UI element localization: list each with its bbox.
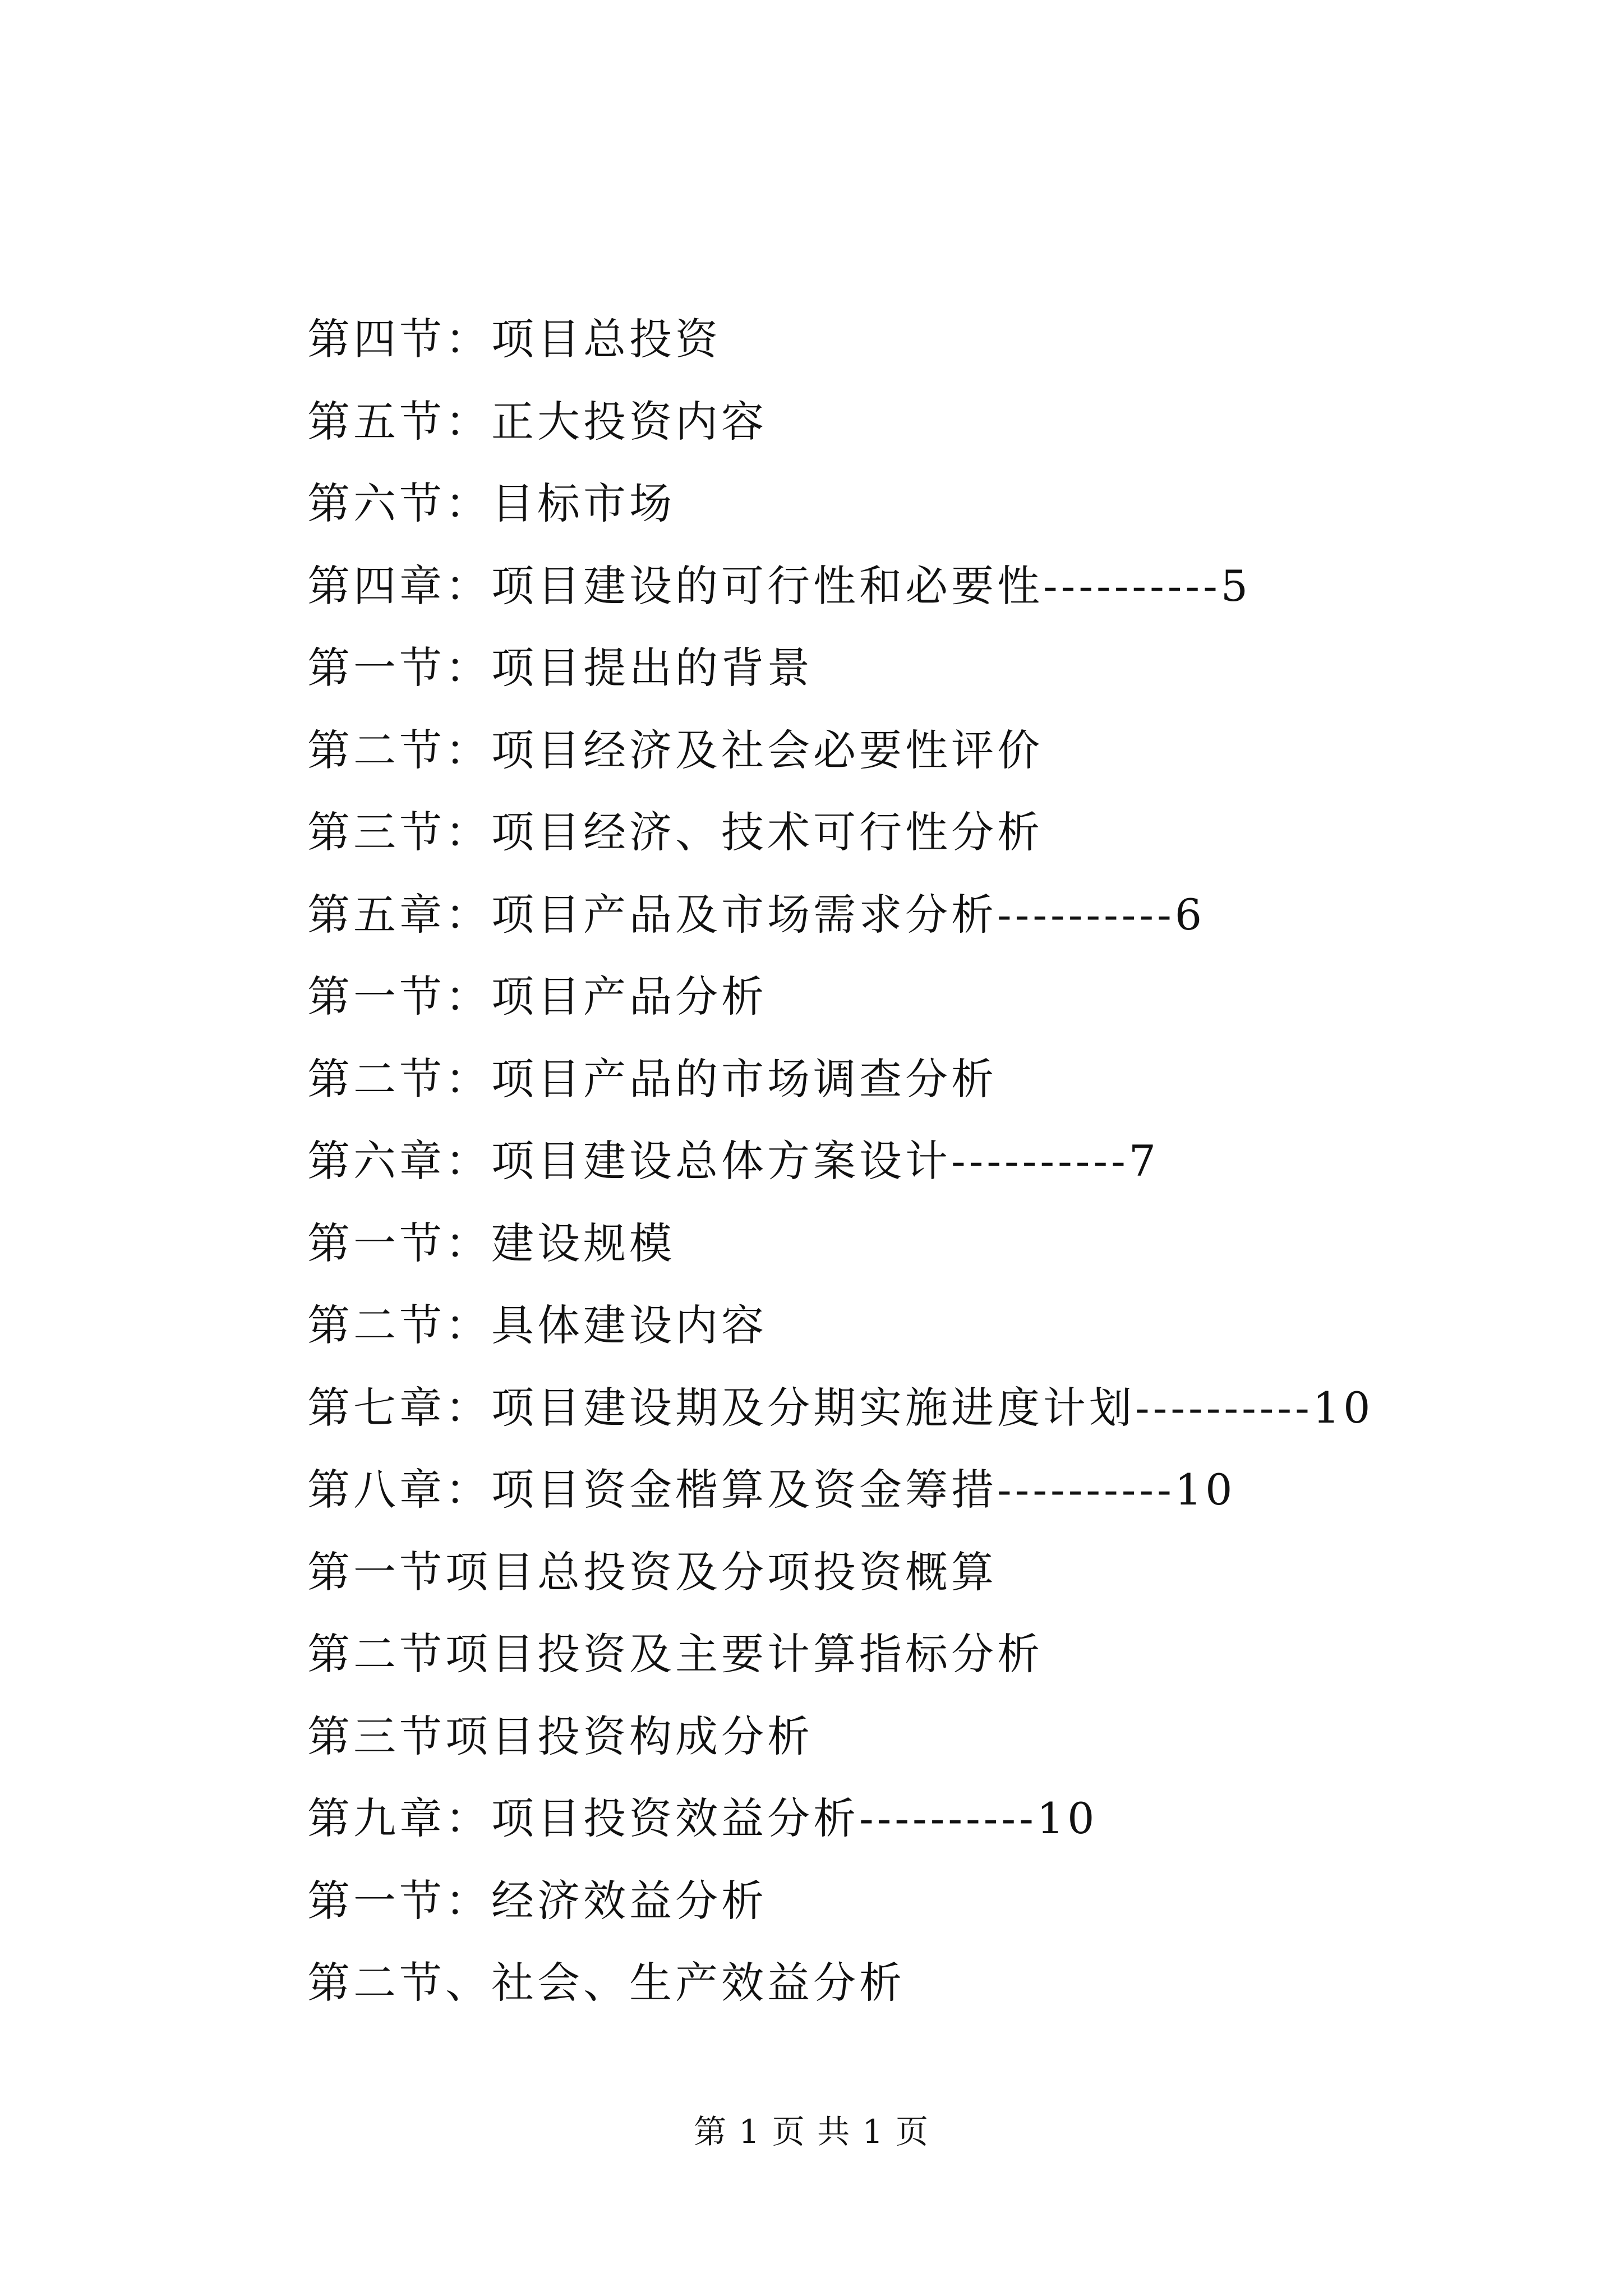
toc-chapter-entry: 第四章：项目建设的可行性和必要性----------5 [307, 560, 1252, 611]
toc-entry: 第二节项目投资及主要计算指标分析 [307, 1629, 1043, 1679]
toc-chapter-entry: 第九章：项目投资效益分析----------10 [307, 1793, 1098, 1843]
toc-entry: 第三节项目投资构成分析 [307, 1711, 813, 1761]
toc-entry: 第二节：具体建设内容 [307, 1300, 767, 1350]
toc-chapter-entry: 第八章：项目资金楷算及资金筹措----------10 [307, 1465, 1236, 1515]
toc-entry: 第一节：经济效益分析 [307, 1875, 767, 1926]
toc-entry: 第二节、社会、生产效益分析 [307, 1958, 905, 2008]
toc-chapter-entry: 第七章：项目建设期及分期实施进度计划----------10 [307, 1382, 1374, 1433]
table-of-contents [307, 303, 1541, 2029]
toc-entry: 第一节：项目产品分析 [307, 972, 767, 1022]
toc-entry: 第三节：项目经济、技术可行性分析 [307, 807, 1043, 857]
toc-entry: 第四节：项目总投资 [307, 314, 721, 364]
toc-entry: 第二节：项目产品的市场调查分析 [307, 1053, 997, 1104]
toc-chapter-entry: 第六章：项目建设总体方案设计----------7 [307, 1136, 1160, 1186]
toc-chapter-entry: 第五章：项目产品及市场需求分析----------6 [307, 889, 1206, 940]
toc-entry: 第六节：目标市场 [307, 478, 675, 528]
page-footer: 第 1 页 共 1 页 [694, 2113, 929, 2151]
toc-entry: 第一节项目总投资及分项投资概算 [307, 1547, 997, 1597]
toc-entry: 第二节：项目经济及社会必要性评价 [307, 725, 1043, 775]
toc-entry: 第一节：项目提出的背景 [307, 643, 813, 693]
toc-entry: 第五节：正大投资内容 [307, 396, 767, 447]
toc-entry: 第一节：建设规模 [307, 1218, 675, 1268]
